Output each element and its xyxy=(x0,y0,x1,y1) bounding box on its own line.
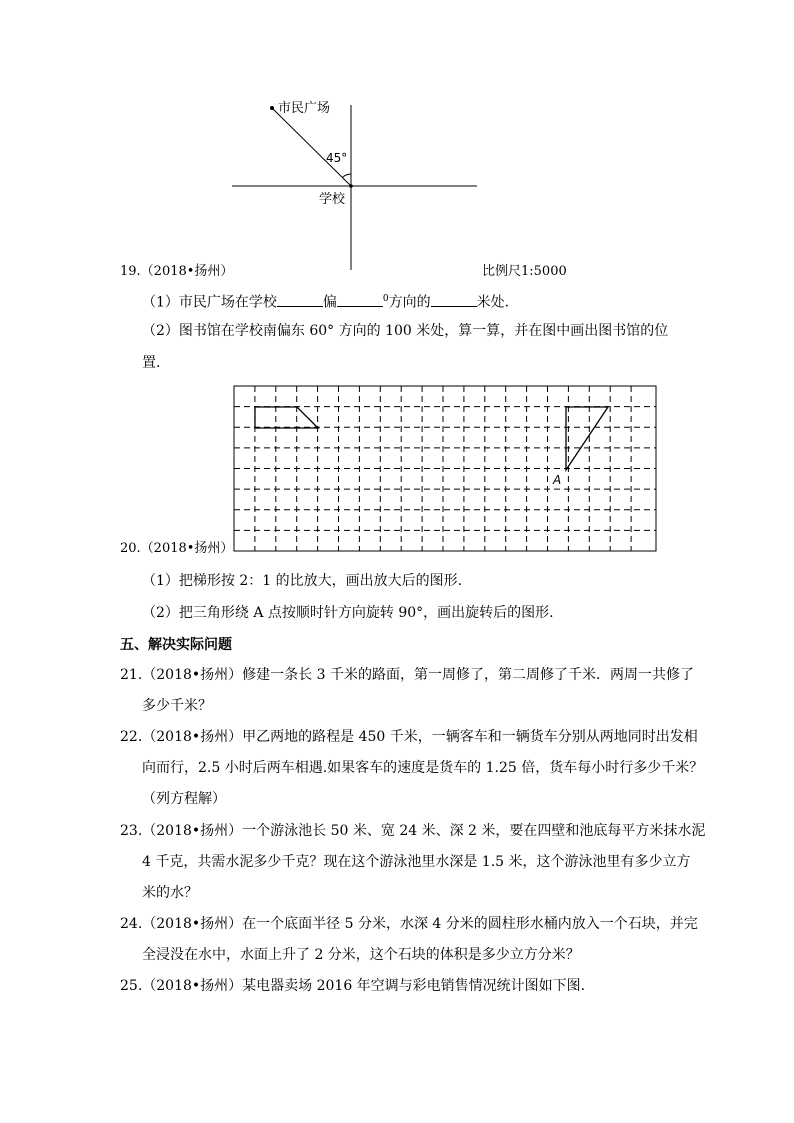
q19-part1-sup: 0 xyxy=(382,294,389,304)
trapezoid-shape xyxy=(255,407,318,428)
q19-part2-line2: 置. xyxy=(142,355,161,371)
q19-blank-1[interactable] xyxy=(277,292,323,307)
q19-number: 19.（2018•扬州） xyxy=(120,264,234,279)
school-label: 学校 xyxy=(319,192,346,207)
q20-part2: （2）把三角形绕 A 点按顺时针方向旋转 90°，画出旋转后的图形. xyxy=(142,605,554,621)
direction-diagram xyxy=(225,95,485,275)
q25-line1: 25.（2018•扬州）某电器卖场 2016 年空调与彩电销售情况统计图如下图. xyxy=(120,978,586,994)
q19-part1-text-a: （1）市民广场在学校 xyxy=(142,294,277,311)
square-grid xyxy=(233,385,658,553)
q22-line1: 22.（2018•扬州）甲乙两地的路程是 450 千米，一辆客车和一辆货车分别从两地同时出发相 xyxy=(120,729,698,745)
q19-scale: 比例尺1:5000 xyxy=(482,264,567,279)
plaza-direction-line xyxy=(272,108,351,186)
triangle-shape xyxy=(566,407,608,470)
grid-lines xyxy=(234,386,656,551)
point-a-label: A xyxy=(553,473,562,487)
q19-part1-text-b: 偏 xyxy=(322,294,337,311)
plaza-label: 市民广场 xyxy=(278,101,331,116)
q21-line2: 多少千米？ xyxy=(142,698,212,714)
angle-label: 45° xyxy=(326,151,348,165)
angle-arc xyxy=(343,174,352,178)
q24-line1: 24.（2018•扬州）在一个底面半径 5 分米，水深 4 分米的圆柱形水桶内放入一个石块，并完 xyxy=(120,916,698,932)
section-title: 五、解决实际问题 xyxy=(120,637,232,653)
q23-line2: 4 千克，共需水泥多少千克？现在这个游泳池里水深是 1.5 米，这个游泳池里有多少立方 xyxy=(142,854,691,870)
q21-line1: 21.（2018•扬州）修建一条长 3 千米的路面，第一周修了，第二周修了千米．两周一共修了 xyxy=(120,667,694,683)
q19-blank-3[interactable] xyxy=(431,292,477,307)
q24-line2: 全浸没在水中，水面上升了 2 分米，这个石块的体积是多少立方分米？ xyxy=(142,947,580,963)
q20-number: 20.（2018•扬州） xyxy=(120,541,234,556)
q19-blank-2[interactable] xyxy=(337,292,383,307)
q19-part1-text-c: 方向的 xyxy=(388,294,431,311)
q19-part1 xyxy=(142,290,509,312)
q22-line3: （列方程解） xyxy=(142,791,226,807)
plaza-point xyxy=(270,106,274,110)
q22-line2: 向而行，2.5 小时后两车相遇.如果客车的速度是货车的 1.25 倍，货车每小时行多少千米？ xyxy=(142,760,704,776)
school-point xyxy=(349,184,353,188)
q19-part2-line1: （2）图书馆在学校南偏东 60° 方向的 100 米处，算一算，并在图中画出图书馆的位 xyxy=(142,323,669,339)
q20-part1: （1）把梯形按 2：1 的比放大，画出放大后的图形. xyxy=(142,573,463,589)
q23-line3: 米的水？ xyxy=(142,885,198,901)
q23-line1: 23.（2018•扬州）一个游泳池长 50 米、宽 24 米、深 2 米，要在四壁和池底每平方米抹水泥 xyxy=(120,823,706,839)
q19-part1-text-d: 米处. xyxy=(476,294,510,311)
